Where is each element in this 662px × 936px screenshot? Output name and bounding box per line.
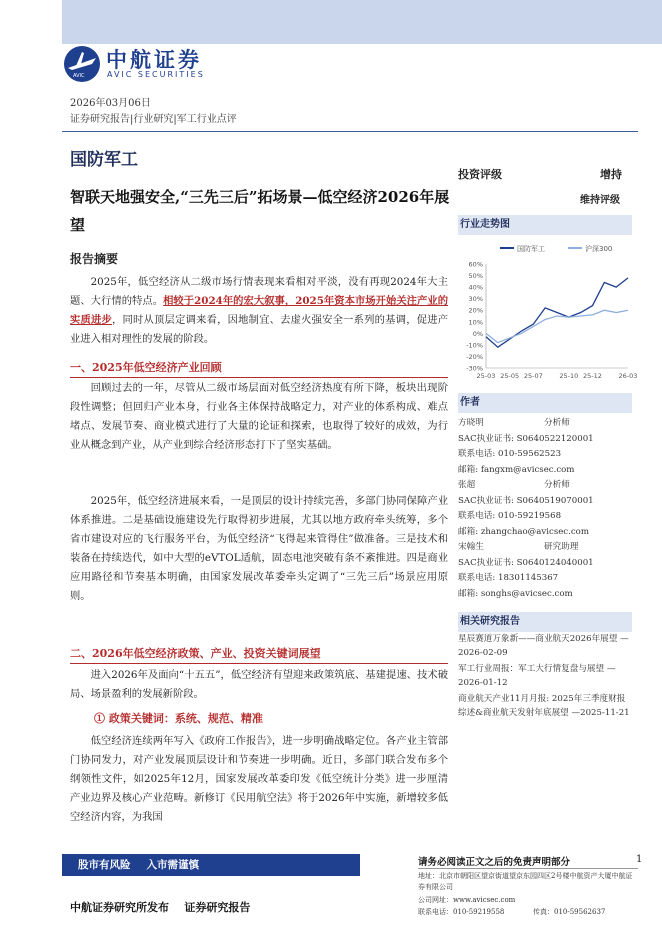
y-tick-label: 30% — [468, 295, 483, 304]
page-number: 1 — [636, 854, 643, 865]
author-email[interactable]: 邮箱: fangxm@avicsec.com — [458, 464, 575, 475]
x-tick-label: 25-05 — [500, 372, 520, 380]
risk-text: 股市有风险 — [78, 859, 131, 871]
related-report[interactable]: 星辰赛道万象新——商业航天2026年展望 —2026-02-09 — [458, 634, 629, 658]
publisher: 中航证券研究所发布 证券研究报告 — [70, 901, 251, 914]
related-report[interactable]: 军工行业周报：军工大行情复盘与展望 —2026-01-12 — [458, 664, 616, 688]
footer-fax: 传真：010-59562637 — [533, 908, 606, 916]
paragraph-2: 回顾过去的一年，尽管从二级市场层面对低空经济热度有所下降，板块出现阶段性调整；但回归产业本身，行业各主体保持战略定力，对产业的体系构成、难点堵点、发展节奏、商业模式进行了大量的论证和探索，也取得了较好的成效，为行业从概念到产业，从产业到综合经济形态打下了坚实基础。 — [70, 382, 448, 451]
paragraph-1: 2025年，低空经济从二级市场行情表现来看相对平淡，没有再现2024年大主题、大行情的特点。相较于2024年的宏大叙事，2025年资本市场开始关注产业的实质进步，同时从顶层定调来看，因地制宜、去虚火强安全一系列的基调，促进产业进入相对理性的发展的阶段。 — [70, 276, 449, 345]
rating-maintain: 维持评级 — [580, 195, 620, 206]
trend-heading: 行业走势图 — [458, 215, 632, 235]
footer-website[interactable]: 公司网址：www.avicsec.com — [418, 896, 516, 904]
x-tick-label: 25-10 — [559, 372, 579, 380]
x-tick-label: 25-12 — [583, 372, 602, 380]
brand-logo — [62, 44, 282, 84]
logo-mark-text: AVIC — [73, 73, 85, 79]
author-name: 宋翰生 研究助理 — [458, 542, 579, 552]
report-date: 2026年03月06日 — [70, 98, 151, 109]
y-tick-label: -30% — [466, 364, 483, 373]
author-phone: 联系电话: 18301145367 — [458, 573, 559, 583]
y-tick-label: 20% — [468, 306, 483, 315]
y-tick-label: -20% — [466, 352, 483, 361]
author-role: 分析师 — [544, 480, 570, 490]
report-category: 证券研究报告|行业研究|军工行业点评 — [70, 114, 237, 125]
x-tick-label: 26-03 — [618, 372, 638, 380]
footer-phone: 联系电话：010-59219558 — [418, 908, 505, 916]
x-tick-label: 25-03 — [476, 372, 496, 380]
author-sac: SAC执业证书: S0640124040001 — [458, 557, 594, 568]
rating-value: 增持 — [600, 168, 622, 181]
summary-heading: 报告摘要 — [70, 252, 119, 266]
author-name: 方晓明 分析师 — [458, 418, 570, 428]
series-line — [486, 278, 628, 347]
brand-name-cn: 中航证券 — [106, 48, 202, 72]
caution-text: 入市需谨慎 — [146, 859, 199, 871]
y-tick-label: 0% — [472, 329, 483, 338]
y-tick-label: 10% — [468, 318, 483, 327]
y-tick-label: 40% — [468, 283, 483, 292]
author-email[interactable]: 邮箱: zhangchao@avicsec.com — [458, 526, 589, 537]
y-tick-label: 50% — [468, 272, 483, 281]
x-tick-label: 25-07 — [523, 372, 543, 380]
y-tick-label: -10% — [466, 341, 483, 350]
series-line — [486, 310, 628, 342]
risk-banner — [62, 854, 360, 876]
paragraph-5: 低空经济连续两年写入《政府工作报告》，进一步明确战略定位。各产业主管部门协同发力，对产业发展顶层设计和节奏进一步明确。近日，多部门联合发布多个纲领性文件，如2025年12月，国家发展改革委印发《低空统计分类》进一步厘清产业边界及核心产业范畴。新修订《民用航空法》将于2026年中实施，新增较多低空经济内容，为我国 — [70, 735, 448, 823]
author-sac: SAC执业证书: S0640519070001 — [458, 495, 594, 506]
footer-address: 地址：北京市朝阳区望京街道望京东园四区2号楼中航资产大厦中航证券有限公司 — [418, 872, 633, 891]
subsection-1-heading: ① 政策关键词：系统、规范、精准 — [94, 712, 263, 725]
paragraph-4: 进入2026年及面向“十五五”，低空经济有望迎来政策筑底、基建提速、技术破局、场景盈利的发展新阶段。 — [70, 669, 448, 700]
brand-name-en: AVIC SECURITIES — [107, 70, 205, 79]
rating-label: 投资评级 — [458, 168, 502, 181]
highlight-text: 相较于2024年的宏大叙事，2025年资本市场开始关注产业的实质进步 — [70, 295, 448, 326]
author-phone: 联系电话: 010-59562523 — [458, 449, 562, 459]
related-report[interactable]: 商业航天产业11月月报: 2025年三季度财报综述&商业航天发射年底展望 —2025-11-21 — [458, 694, 630, 718]
legend-label: 国防军工 — [517, 245, 545, 253]
avic-logo-icon — [62, 44, 102, 84]
author-sac: SAC执业证书: S0640522120001 — [458, 433, 594, 444]
section-1-heading: 一、2025年低空经济产业回顾 — [70, 359, 448, 378]
report-title: 智联天地强安全,“三先三后”拓场景—低空经济2026年展望 — [70, 188, 450, 234]
disclaimer-note: 请务必阅读正文之后的免责声明部分 — [418, 857, 571, 868]
section-2-heading: 二、2026年低空经济政策、产业、投资关键词展望 — [70, 645, 448, 664]
author-role: 分析师 — [544, 418, 570, 428]
legend-label: 沪深300 — [585, 245, 613, 253]
footer-divider — [418, 868, 638, 869]
header-divider — [62, 131, 638, 132]
related-heading: 相关研究报告 — [458, 612, 632, 632]
sector-title: 国防军工 — [70, 150, 138, 170]
paragraph-3: 2025年，低空经济进展来看，一是顶层的设计持续完善，多部门协同保障产业体系推进。二是基础设施建设先行取得初步进展，尤其以地方政府牵头统筹，多个省市建设对应的飞行服务平台，为低空经济“飞得起来管得住”做准备。三是技术和装备在持续迭代，如中大型的eVTOL适航，固态电池突破有条不紊推进。四是商业应用路径和节奏基本明确，由国家发展改革委牵头定调了“三先三后”场景应用原则。 — [70, 495, 448, 602]
authors-heading: 作者 — [458, 393, 632, 413]
trend-chart — [458, 238, 638, 388]
author-phone: 联系电话: 010-59219568 — [458, 511, 562, 521]
author-role: 研究助理 — [544, 542, 579, 552]
y-tick-label: 60% — [468, 260, 483, 269]
top-band — [62, 0, 662, 44]
author-name: 张超 分析师 — [458, 480, 570, 490]
author-email[interactable]: 邮箱: songhs@avicsec.com — [458, 588, 573, 599]
